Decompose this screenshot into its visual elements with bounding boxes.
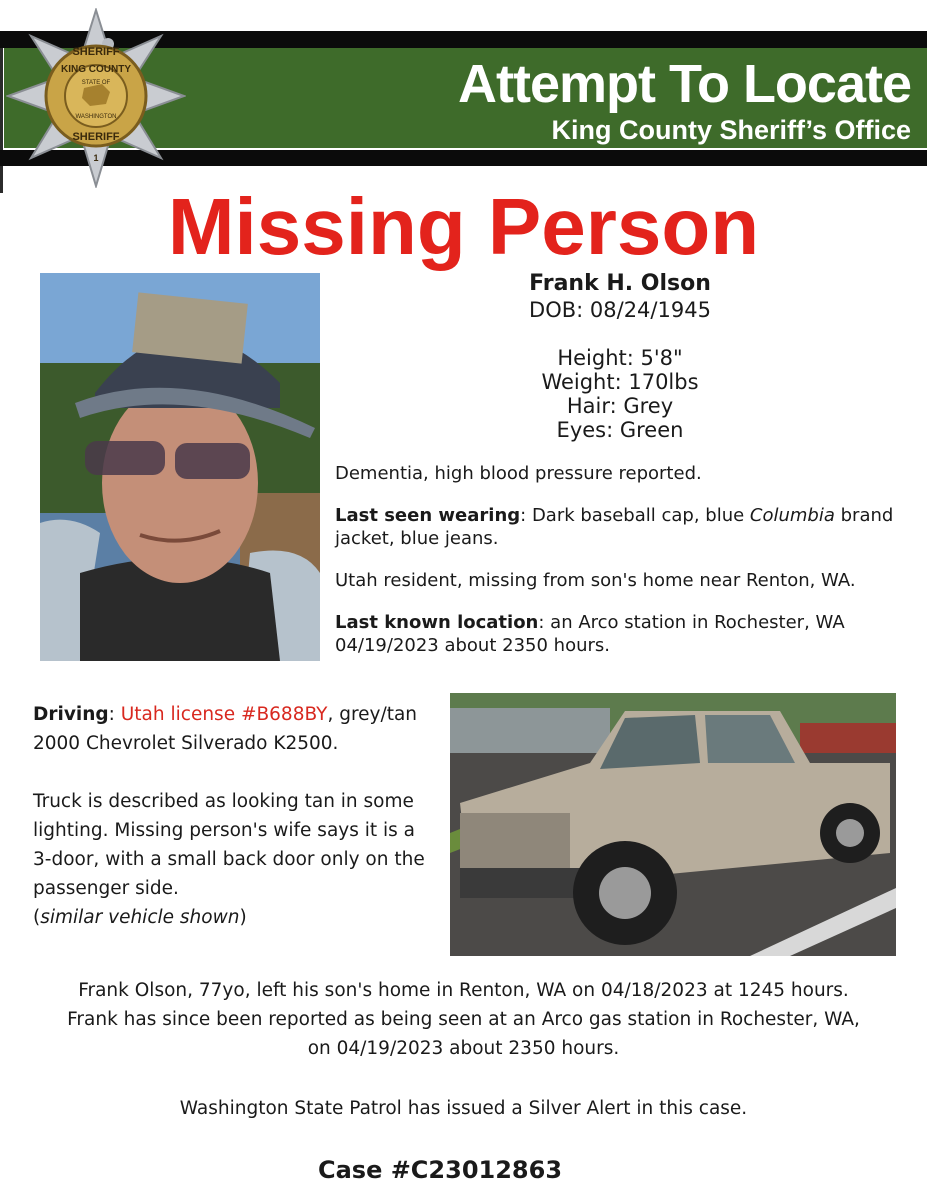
person-name: Frank H. Olson [529, 271, 711, 296]
person-identification [470, 270, 770, 442]
similar-paren-close: ) [239, 907, 247, 928]
left-edge-rule [0, 31, 3, 193]
badge-text-bottom: SHERIFF [72, 131, 120, 143]
incident-summary [0, 976, 927, 1063]
residence-note: Utah resident, missing from son's home near Renton, WA. [335, 570, 856, 591]
vehicle-photo [450, 693, 896, 956]
silver-alert-note: Washington State Patrol has issued a Silver Alert in this case. [179, 1098, 748, 1119]
truck-note [33, 787, 433, 932]
header-title: Attempt To Locate [458, 54, 911, 114]
driving-label: Driving [33, 704, 109, 725]
location-text: : an Arco station in Rochester, WA 04/19/2023 about 2350 hours. [335, 612, 845, 656]
person-height: Height: 5'8" [557, 346, 683, 370]
clothing-text-b: brand jacket, blue jeans. [335, 505, 894, 549]
location-label: Last known location [335, 612, 539, 633]
clothing-brand: Columbia [749, 505, 835, 526]
badge-text-wa: WASHINGTON [75, 114, 117, 120]
medical-note: Dementia, high blood pressure reported. [335, 463, 702, 484]
similar-vehicle-note: similar vehicle shown [40, 907, 240, 928]
person-description [335, 462, 920, 676]
person-eyes: Eyes: Green [556, 418, 684, 442]
sheriff-badge-icon [6, 8, 186, 188]
truck-note-text: Truck is described as looking tan in some lighting. Missing person's wife says it is a 3-door, with a small back door only on the passenger side. [33, 791, 425, 899]
badge-text-state: STATE OF [81, 80, 111, 86]
badge-number: 1 [93, 153, 99, 163]
person-hair: Hair: Grey [566, 394, 674, 418]
vehicle-model: , grey/tan 2000 Chevrolet Silverado K2500. [33, 704, 418, 754]
header-subtitle: King County Sheriff’s Office [551, 115, 911, 145]
person-weight: Weight: 170lbs [541, 370, 699, 394]
driving-colon: : [108, 704, 121, 725]
page-headline: Missing Person [167, 182, 760, 271]
license-plate: Utah license #B688BY [120, 704, 328, 725]
summary-line: Frank Olson, 77yo, left his son's home in Renton, WA on 04/18/2023 at 1245 hours. [78, 980, 849, 1001]
badge-text-top: SHERIFF [72, 46, 120, 58]
clothing-text-a: : Dark baseball cap, blue [520, 505, 750, 526]
clothing-description [335, 504, 920, 550]
missing-person-photo [40, 273, 320, 661]
badge-text-county: KING COUNTY [61, 64, 131, 75]
driving-info [33, 700, 433, 758]
summary-line: on 04/19/2023 about 2350 hours. [307, 1038, 620, 1059]
clothing-label: Last seen wearing [335, 505, 521, 526]
case-number: Case #C23012863 [317, 1156, 563, 1184]
vehicle-description [33, 700, 433, 961]
last-known-location [335, 611, 920, 657]
similar-paren-open: ( [33, 907, 41, 928]
person-photo-image [40, 273, 320, 661]
person-dob: DOB: 08/24/1945 [529, 298, 711, 322]
summary-line: Frank has since been reported as being seen at an Arco gas station in Rochester, WA, [67, 1009, 860, 1030]
truck-photo-image [450, 693, 896, 956]
